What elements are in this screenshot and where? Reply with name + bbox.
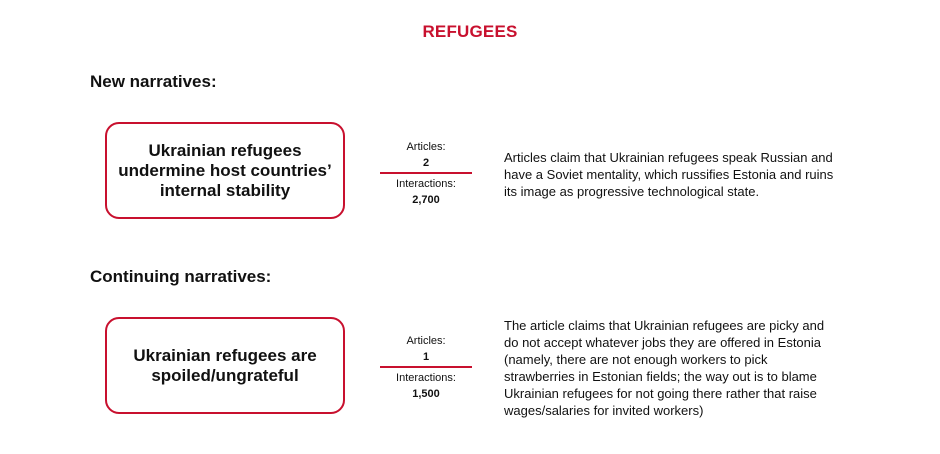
stats-divider xyxy=(380,366,472,368)
page-title: REFUGEES xyxy=(422,22,518,41)
articles-label: Articles: xyxy=(406,335,446,347)
interactions-value: 1,500 xyxy=(412,388,440,400)
stats-block-internal-stability xyxy=(380,139,472,208)
narrative-text: Ukrainian refugees undermine host countries’ internal stability xyxy=(118,140,332,200)
stats-divider xyxy=(380,172,472,174)
articles-value: 1 xyxy=(422,351,430,363)
interactions-label: Interactions: xyxy=(396,372,456,384)
articles-value: 2 xyxy=(422,157,430,169)
narrative-box-spoiled-ungrateful xyxy=(105,317,345,414)
section-heading-continuing-narratives: Continuing narratives: xyxy=(90,267,272,286)
description-spoiled-ungrateful: The article claims that Ukrainian refugees are picky and do not accept whatever jobs they are offered in Estonia (namely, there are not enough workers to pick strawberries in Estonian fields; the way out is to blame Ukrainian refugees for not going there rather that raise wages/salaries for invited workers) xyxy=(504,318,825,418)
description-internal-stability: Articles claim that Ukrainian refugees speak Russian and have a Soviet mentality, which russifies Estonia and ruins its image as progressive technological state. xyxy=(504,150,834,199)
narrative-text: Ukrainian refugees are spoiled/ungrateful xyxy=(133,345,317,385)
interactions-value: 2,700 xyxy=(412,194,440,206)
interactions-label: Interactions: xyxy=(396,178,456,190)
narrative-box-internal-stability xyxy=(105,122,345,219)
articles-label: Articles: xyxy=(406,141,446,153)
section-heading-new-narratives: New narratives: xyxy=(90,72,217,91)
stats-block-spoiled-ungrateful xyxy=(380,333,472,402)
